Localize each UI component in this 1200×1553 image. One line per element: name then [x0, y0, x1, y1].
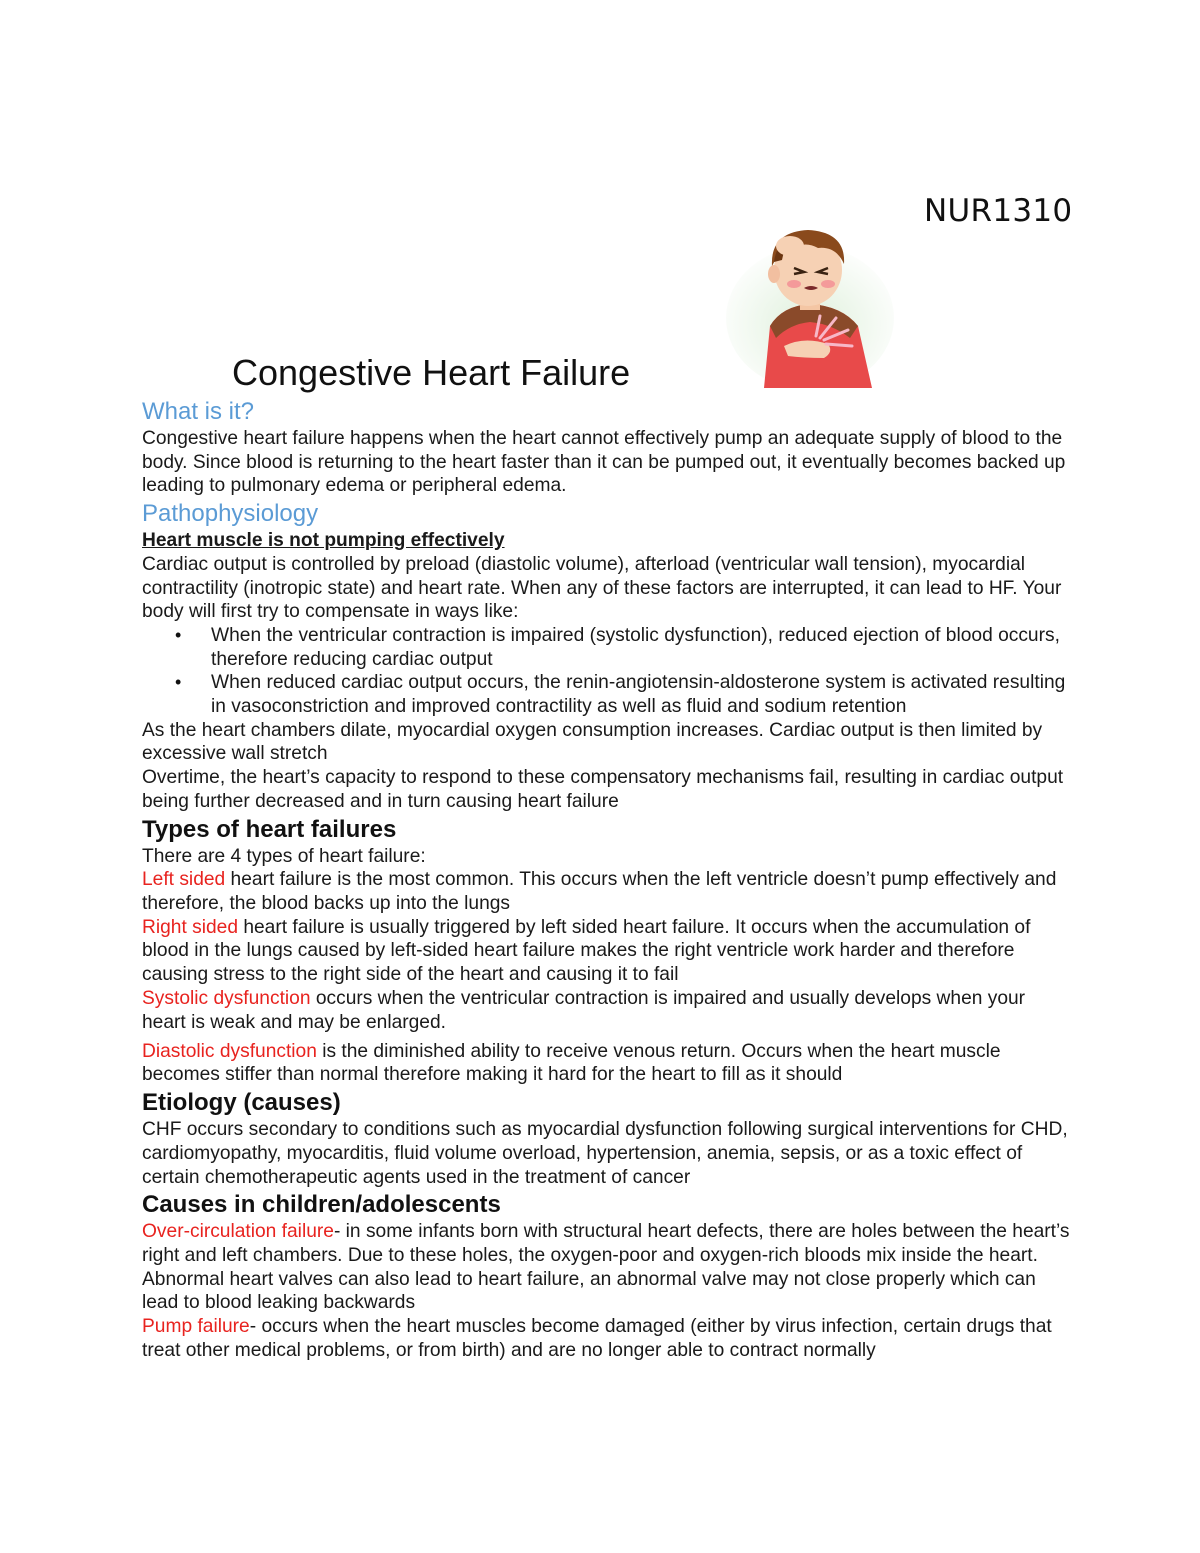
children-heading: Causes in children/adolescents: [142, 1191, 501, 1219]
cause-term: Over-circulation failure: [142, 1221, 334, 1243]
pathophysiology-paragraph: As the heart chambers dilate, myocardial oxygen consumption increases. Cardiac output is then limited by excessive wall stretch: [142, 719, 1043, 765]
pathophysiology-subheading: Heart muscle is not pumping effectively: [142, 530, 505, 552]
pathophysiology-paragraph: Overtime, the heart’s capacity to respond to these compensatory mechanisms fail, resulting in cardiac output being further decreased and in turn causing heart failure: [142, 767, 1064, 812]
type-diastolic: [142, 1040, 1072, 1087]
child-chest-pain-illustration: [724, 226, 896, 388]
type-term: Left sided: [142, 869, 226, 891]
pathophysiology-heading: Pathophysiology: [142, 500, 319, 528]
types-heading: Types of heart failures: [142, 815, 397, 843]
etiology-paragraph: CHF occurs secondary to conditions such as myocardial dysfunction following surgical interventions for CHD, cardiomyopathy, myocarditis, fluid volume overload, hypertension, anemia, sepsis, or as a toxic effect of certain chemotherapeutic agents used in the treatment of cancer: [142, 1119, 1068, 1188]
cause-description: - occurs when the heart muscles become damaged (either by virus infection, certain drugs that treat other medical problems, or from birth) and are no longer able to contract normally: [142, 1316, 1052, 1361]
types-intro: There are 4 types of heart failure:: [142, 845, 426, 867]
pathophysiology-intro: Cardiac output is controlled by preload (diastolic volume), afterload (ventricular wall tension), myocardial contractility (inotropic state) and heart rate. When any of these factors are interrupted, it can lead to HF. Your body will first try to compensate in ways like:: [142, 553, 1062, 623]
type-description: is the diminished ability to receive venous return. Occurs when the heart muscle becomes stiffer than normal therefore making it hard for the heart to fill as it should: [142, 1040, 1001, 1086]
type-description: heart failure is the most common. This occurs when the left ventricle doesn’t pump effectively and therefore, the blood backs up into the lungs: [142, 869, 1057, 914]
list-item: • When the ventricular contraction is impaired (systolic dysfunction), reduced ejection of blood occurs, therefore reducing cardiac output: [211, 624, 1072, 671]
type-systolic: [142, 987, 1072, 1035]
type-term: Diastolic dysfunction: [142, 1040, 317, 1062]
valves-paragraph: Abnormal heart valves can also lead to heart failure, an abnormal valve may not close properly which can lead to blood leaking backwards: [142, 1268, 1036, 1314]
page-title: Congestive Heart Failure: [232, 352, 631, 393]
what-is-it-paragraph: Congestive heart failure happens when the heart cannot effectively pump an adequate supply of blood to the body. Since blood is returning to the heart faster than it can be pumped out, it eventually becomes backed up leading to pulmonary edema or peripheral edema.: [142, 428, 1066, 497]
what-is-it-heading: What is it?: [142, 398, 255, 425]
type-left-sided: [142, 868, 1072, 915]
type-right-sided: [142, 916, 1072, 987]
list-item: • When reduced cardiac output occurs, the renin-angiotensin-aldosterone system is activated resulting in vasoconstriction and improved contractility as well as fluid and sodium retention: [211, 671, 1072, 718]
cause-term: Pump failure: [142, 1316, 250, 1338]
over-circulation-paragraph: [142, 1220, 1072, 1267]
type-term: Right sided: [142, 916, 238, 938]
type-term: Systolic dysfunction: [142, 987, 311, 1009]
pump-failure-paragraph: [142, 1315, 1072, 1362]
compensation-list: [142, 624, 1072, 719]
type-description: occurs when the ventricular contraction is impaired and usually develops when your heart is weak and may be enlarged.: [142, 987, 1026, 1033]
etiology-heading: Etiology (causes): [142, 1089, 341, 1117]
cause-description: - in some infants born with structural heart defects, there are holes between the heart’s right and left chambers. Due to these holes, the oxygen-poor and oxygen-rich bloods mix inside the heart.: [142, 1221, 1070, 1266]
course-code: NUR1310: [924, 193, 1073, 229]
type-description: heart failure is usually triggered by left sided heart failure. It occurs when the accumulation of blood in the lungs caused by left-sided heart failure makes the right ventricle work harder and therefore causing stress to the right side of the heart and causing it to fail: [142, 916, 1031, 986]
document-body: [142, 396, 1072, 1363]
